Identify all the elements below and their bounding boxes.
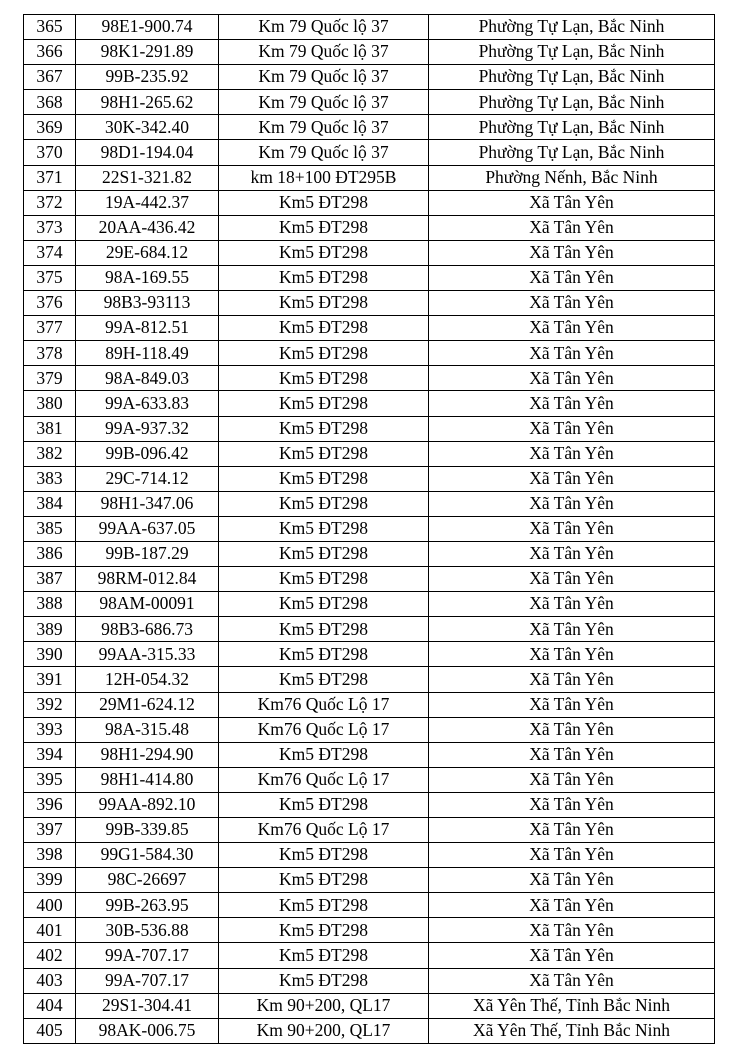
- license-plate-cell: 99A-812.51: [76, 316, 219, 341]
- license-plate-cell: 99B-187.29: [76, 541, 219, 566]
- license-plate-cell: 99AA-315.33: [76, 642, 219, 667]
- row-number-cell: 401: [24, 918, 76, 943]
- violation-table-container: [23, 14, 715, 1044]
- license-plate-cell: 20AA-436.42: [76, 215, 219, 240]
- license-plate-cell: 99AA-892.10: [76, 792, 219, 817]
- table-row: [24, 541, 715, 566]
- administrative-area-cell: Phường Tự Lạn, Bắc Ninh: [429, 65, 715, 90]
- violation-location-cell: Km 90+200, QL17: [219, 1018, 429, 1043]
- row-number-cell: 398: [24, 843, 76, 868]
- row-number-cell: 400: [24, 893, 76, 918]
- row-number-cell: 375: [24, 265, 76, 290]
- violation-location-cell: Km5 ĐT298: [219, 391, 429, 416]
- administrative-area-cell: Xã Tân Yên: [429, 215, 715, 240]
- table-row: [24, 818, 715, 843]
- table-row: [24, 215, 715, 240]
- row-number-cell: 384: [24, 491, 76, 516]
- row-number-cell: 386: [24, 541, 76, 566]
- administrative-area-cell: Xã Tân Yên: [429, 767, 715, 792]
- row-number-cell: 378: [24, 341, 76, 366]
- violation-location-cell: Km76 Quốc Lộ 17: [219, 717, 429, 742]
- administrative-area-cell: Xã Tân Yên: [429, 491, 715, 516]
- license-plate-cell: 29S1-304.41: [76, 993, 219, 1018]
- license-plate-cell: 99B-096.42: [76, 441, 219, 466]
- violation-location-cell: Km5 ĐT298: [219, 592, 429, 617]
- administrative-area-cell: Xã Tân Yên: [429, 291, 715, 316]
- license-plate-cell: 98AK-006.75: [76, 1018, 219, 1043]
- violation-location-cell: Km 79 Quốc lộ 37: [219, 140, 429, 165]
- license-plate-cell: 98A-169.55: [76, 265, 219, 290]
- row-number-cell: 395: [24, 767, 76, 792]
- administrative-area-cell: Xã Tân Yên: [429, 717, 715, 742]
- table-row: [24, 667, 715, 692]
- administrative-area-cell: Xã Tân Yên: [429, 416, 715, 441]
- violation-location-cell: Km 79 Quốc lộ 37: [219, 65, 429, 90]
- violation-location-cell: Km5 ĐT298: [219, 918, 429, 943]
- license-plate-cell: 98E1-900.74: [76, 15, 219, 40]
- row-number-cell: 381: [24, 416, 76, 441]
- table-row: [24, 943, 715, 968]
- row-number-cell: 380: [24, 391, 76, 416]
- administrative-area-cell: Xã Tân Yên: [429, 466, 715, 491]
- row-number-cell: 382: [24, 441, 76, 466]
- license-plate-cell: 98H1-294.90: [76, 742, 219, 767]
- table-row: [24, 968, 715, 993]
- row-number-cell: 403: [24, 968, 76, 993]
- row-number-cell: 367: [24, 65, 76, 90]
- table-row: [24, 1018, 715, 1043]
- violation-location-cell: Km5 ĐT298: [219, 291, 429, 316]
- violation-location-cell: Km5 ĐT298: [219, 491, 429, 516]
- license-plate-cell: 12H-054.32: [76, 667, 219, 692]
- administrative-area-cell: Xã Tân Yên: [429, 366, 715, 391]
- row-number-cell: 366: [24, 40, 76, 65]
- row-number-cell: 397: [24, 818, 76, 843]
- administrative-area-cell: Xã Tân Yên: [429, 240, 715, 265]
- row-number-cell: 372: [24, 190, 76, 215]
- table-row: [24, 767, 715, 792]
- table-row: [24, 65, 715, 90]
- violation-location-cell: km 18+100 ĐT295B: [219, 165, 429, 190]
- license-plate-cell: 99A-633.83: [76, 391, 219, 416]
- table-row: [24, 316, 715, 341]
- row-number-cell: 394: [24, 742, 76, 767]
- table-row: [24, 265, 715, 290]
- license-plate-cell: 99B-263.95: [76, 893, 219, 918]
- administrative-area-cell: Xã Tân Yên: [429, 893, 715, 918]
- violation-location-cell: Km5 ĐT298: [219, 893, 429, 918]
- administrative-area-cell: Xã Yên Thế, Tỉnh Bắc Ninh: [429, 1018, 715, 1043]
- license-plate-cell: 99B-235.92: [76, 65, 219, 90]
- row-number-cell: 379: [24, 366, 76, 391]
- violation-location-cell: Km 79 Quốc lộ 37: [219, 15, 429, 40]
- violation-location-cell: Km 79 Quốc lộ 37: [219, 115, 429, 140]
- row-number-cell: 385: [24, 516, 76, 541]
- administrative-area-cell: Xã Tân Yên: [429, 692, 715, 717]
- table-row: [24, 692, 715, 717]
- violation-location-cell: Km 79 Quốc lộ 37: [219, 40, 429, 65]
- administrative-area-cell: Phường Tự Lạn, Bắc Ninh: [429, 140, 715, 165]
- license-plate-cell: 99A-937.32: [76, 416, 219, 441]
- row-number-cell: 369: [24, 115, 76, 140]
- row-number-cell: 405: [24, 1018, 76, 1043]
- administrative-area-cell: Xã Tân Yên: [429, 868, 715, 893]
- administrative-area-cell: Xã Tân Yên: [429, 516, 715, 541]
- violation-location-cell: Km76 Quốc Lộ 17: [219, 767, 429, 792]
- row-number-cell: 371: [24, 165, 76, 190]
- administrative-area-cell: Xã Tân Yên: [429, 441, 715, 466]
- violation-location-cell: Km 79 Quốc lộ 37: [219, 90, 429, 115]
- violation-location-cell: Km5 ĐT298: [219, 316, 429, 341]
- table-row: [24, 516, 715, 541]
- violation-location-cell: Km5 ĐT298: [219, 366, 429, 391]
- violation-location-cell: Km5 ĐT298: [219, 968, 429, 993]
- administrative-area-cell: Xã Tân Yên: [429, 592, 715, 617]
- license-plate-cell: 98RM-012.84: [76, 567, 219, 592]
- table-row: [24, 792, 715, 817]
- violation-location-cell: Km5 ĐT298: [219, 667, 429, 692]
- license-plate-cell: 29E-684.12: [76, 240, 219, 265]
- administrative-area-cell: Xã Tân Yên: [429, 541, 715, 566]
- license-plate-cell: 98A-315.48: [76, 717, 219, 742]
- license-plate-cell: 98D1-194.04: [76, 140, 219, 165]
- row-number-cell: 389: [24, 617, 76, 642]
- license-plate-cell: 99AA-637.05: [76, 516, 219, 541]
- license-plate-cell: 98H1-265.62: [76, 90, 219, 115]
- table-row: [24, 567, 715, 592]
- table-row: [24, 366, 715, 391]
- license-plate-cell: 99G1-584.30: [76, 843, 219, 868]
- license-plate-cell: 99B-339.85: [76, 818, 219, 843]
- license-plate-cell: 98K1-291.89: [76, 40, 219, 65]
- table-row: [24, 617, 715, 642]
- administrative-area-cell: Xã Tân Yên: [429, 742, 715, 767]
- administrative-area-cell: Xã Tân Yên: [429, 943, 715, 968]
- administrative-area-cell: Xã Tân Yên: [429, 843, 715, 868]
- violation-table: [23, 14, 715, 1044]
- administrative-area-cell: Xã Tân Yên: [429, 617, 715, 642]
- table-row: [24, 843, 715, 868]
- row-number-cell: 393: [24, 717, 76, 742]
- violation-location-cell: Km5 ĐT298: [219, 567, 429, 592]
- administrative-area-cell: Phường Nếnh, Bắc Ninh: [429, 165, 715, 190]
- table-row: [24, 592, 715, 617]
- table-row: [24, 140, 715, 165]
- table-row: [24, 893, 715, 918]
- license-plate-cell: 29M1-624.12: [76, 692, 219, 717]
- table-row: [24, 291, 715, 316]
- license-plate-cell: 98AM-00091: [76, 592, 219, 617]
- violation-location-cell: Km5 ĐT298: [219, 516, 429, 541]
- license-plate-cell: 99A-707.17: [76, 968, 219, 993]
- violation-location-cell: Km5 ĐT298: [219, 341, 429, 366]
- violation-location-cell: Km5 ĐT298: [219, 416, 429, 441]
- license-plate-cell: 98B3-93113: [76, 291, 219, 316]
- row-number-cell: 376: [24, 291, 76, 316]
- violation-location-cell: Km5 ĐT298: [219, 843, 429, 868]
- row-number-cell: 392: [24, 692, 76, 717]
- administrative-area-cell: Xã Tân Yên: [429, 667, 715, 692]
- table-row: [24, 341, 715, 366]
- table-row: [24, 190, 715, 215]
- license-plate-cell: 29C-714.12: [76, 466, 219, 491]
- violation-location-cell: Km5 ĐT298: [219, 190, 429, 215]
- license-plate-cell: 98B3-686.73: [76, 617, 219, 642]
- administrative-area-cell: Xã Tân Yên: [429, 341, 715, 366]
- table-body: [24, 15, 715, 1044]
- row-number-cell: 388: [24, 592, 76, 617]
- table-row: [24, 717, 715, 742]
- violation-location-cell: Km76 Quốc Lộ 17: [219, 818, 429, 843]
- administrative-area-cell: Xã Tân Yên: [429, 190, 715, 215]
- table-row: [24, 391, 715, 416]
- administrative-area-cell: Phường Tự Lạn, Bắc Ninh: [429, 115, 715, 140]
- violation-location-cell: Km5 ĐT298: [219, 742, 429, 767]
- administrative-area-cell: Phường Tự Lạn, Bắc Ninh: [429, 90, 715, 115]
- violation-location-cell: Km 90+200, QL17: [219, 993, 429, 1018]
- license-plate-cell: 98H1-414.80: [76, 767, 219, 792]
- license-plate-cell: 89H-118.49: [76, 341, 219, 366]
- row-number-cell: 391: [24, 667, 76, 692]
- row-number-cell: 365: [24, 15, 76, 40]
- violation-location-cell: Km5 ĐT298: [219, 240, 429, 265]
- license-plate-cell: 30B-536.88: [76, 918, 219, 943]
- row-number-cell: 402: [24, 943, 76, 968]
- administrative-area-cell: Xã Tân Yên: [429, 968, 715, 993]
- row-number-cell: 377: [24, 316, 76, 341]
- violation-location-cell: Km5 ĐT298: [219, 215, 429, 240]
- table-row: [24, 742, 715, 767]
- table-row: [24, 993, 715, 1018]
- table-row: [24, 15, 715, 40]
- row-number-cell: 368: [24, 90, 76, 115]
- administrative-area-cell: Xã Tân Yên: [429, 642, 715, 667]
- violation-location-cell: Km5 ĐT298: [219, 617, 429, 642]
- table-row: [24, 491, 715, 516]
- violation-location-cell: Km5 ĐT298: [219, 642, 429, 667]
- administrative-area-cell: Xã Tân Yên: [429, 792, 715, 817]
- administrative-area-cell: Phường Tự Lạn, Bắc Ninh: [429, 15, 715, 40]
- administrative-area-cell: Xã Tân Yên: [429, 918, 715, 943]
- administrative-area-cell: Xã Tân Yên: [429, 316, 715, 341]
- row-number-cell: 370: [24, 140, 76, 165]
- administrative-area-cell: Phường Tự Lạn, Bắc Ninh: [429, 40, 715, 65]
- row-number-cell: 404: [24, 993, 76, 1018]
- violation-location-cell: Km5 ĐT298: [219, 868, 429, 893]
- violation-location-cell: Km5 ĐT298: [219, 466, 429, 491]
- violation-location-cell: Km5 ĐT298: [219, 441, 429, 466]
- row-number-cell: 390: [24, 642, 76, 667]
- row-number-cell: 374: [24, 240, 76, 265]
- row-number-cell: 383: [24, 466, 76, 491]
- table-row: [24, 165, 715, 190]
- table-row: [24, 40, 715, 65]
- row-number-cell: 396: [24, 792, 76, 817]
- row-number-cell: 387: [24, 567, 76, 592]
- table-row: [24, 90, 715, 115]
- license-plate-cell: 22S1-321.82: [76, 165, 219, 190]
- violation-location-cell: Km5 ĐT298: [219, 265, 429, 290]
- license-plate-cell: 98C-26697: [76, 868, 219, 893]
- row-number-cell: 399: [24, 868, 76, 893]
- violation-location-cell: Km76 Quốc Lộ 17: [219, 692, 429, 717]
- table-row: [24, 918, 715, 943]
- license-plate-cell: 99A-707.17: [76, 943, 219, 968]
- table-row: [24, 441, 715, 466]
- row-number-cell: 373: [24, 215, 76, 240]
- administrative-area-cell: Xã Tân Yên: [429, 818, 715, 843]
- table-row: [24, 868, 715, 893]
- table-row: [24, 642, 715, 667]
- license-plate-cell: 30K-342.40: [76, 115, 219, 140]
- violation-location-cell: Km5 ĐT298: [219, 943, 429, 968]
- administrative-area-cell: Xã Tân Yên: [429, 265, 715, 290]
- license-plate-cell: 19A-442.37: [76, 190, 219, 215]
- administrative-area-cell: Xã Tân Yên: [429, 567, 715, 592]
- license-plate-cell: 98A-849.03: [76, 366, 219, 391]
- violation-location-cell: Km5 ĐT298: [219, 541, 429, 566]
- table-row: [24, 416, 715, 441]
- violation-location-cell: Km5 ĐT298: [219, 792, 429, 817]
- table-row: [24, 240, 715, 265]
- table-row: [24, 115, 715, 140]
- administrative-area-cell: Xã Tân Yên: [429, 391, 715, 416]
- license-plate-cell: 98H1-347.06: [76, 491, 219, 516]
- administrative-area-cell: Xã Yên Thế, Tỉnh Bắc Ninh: [429, 993, 715, 1018]
- table-row: [24, 466, 715, 491]
